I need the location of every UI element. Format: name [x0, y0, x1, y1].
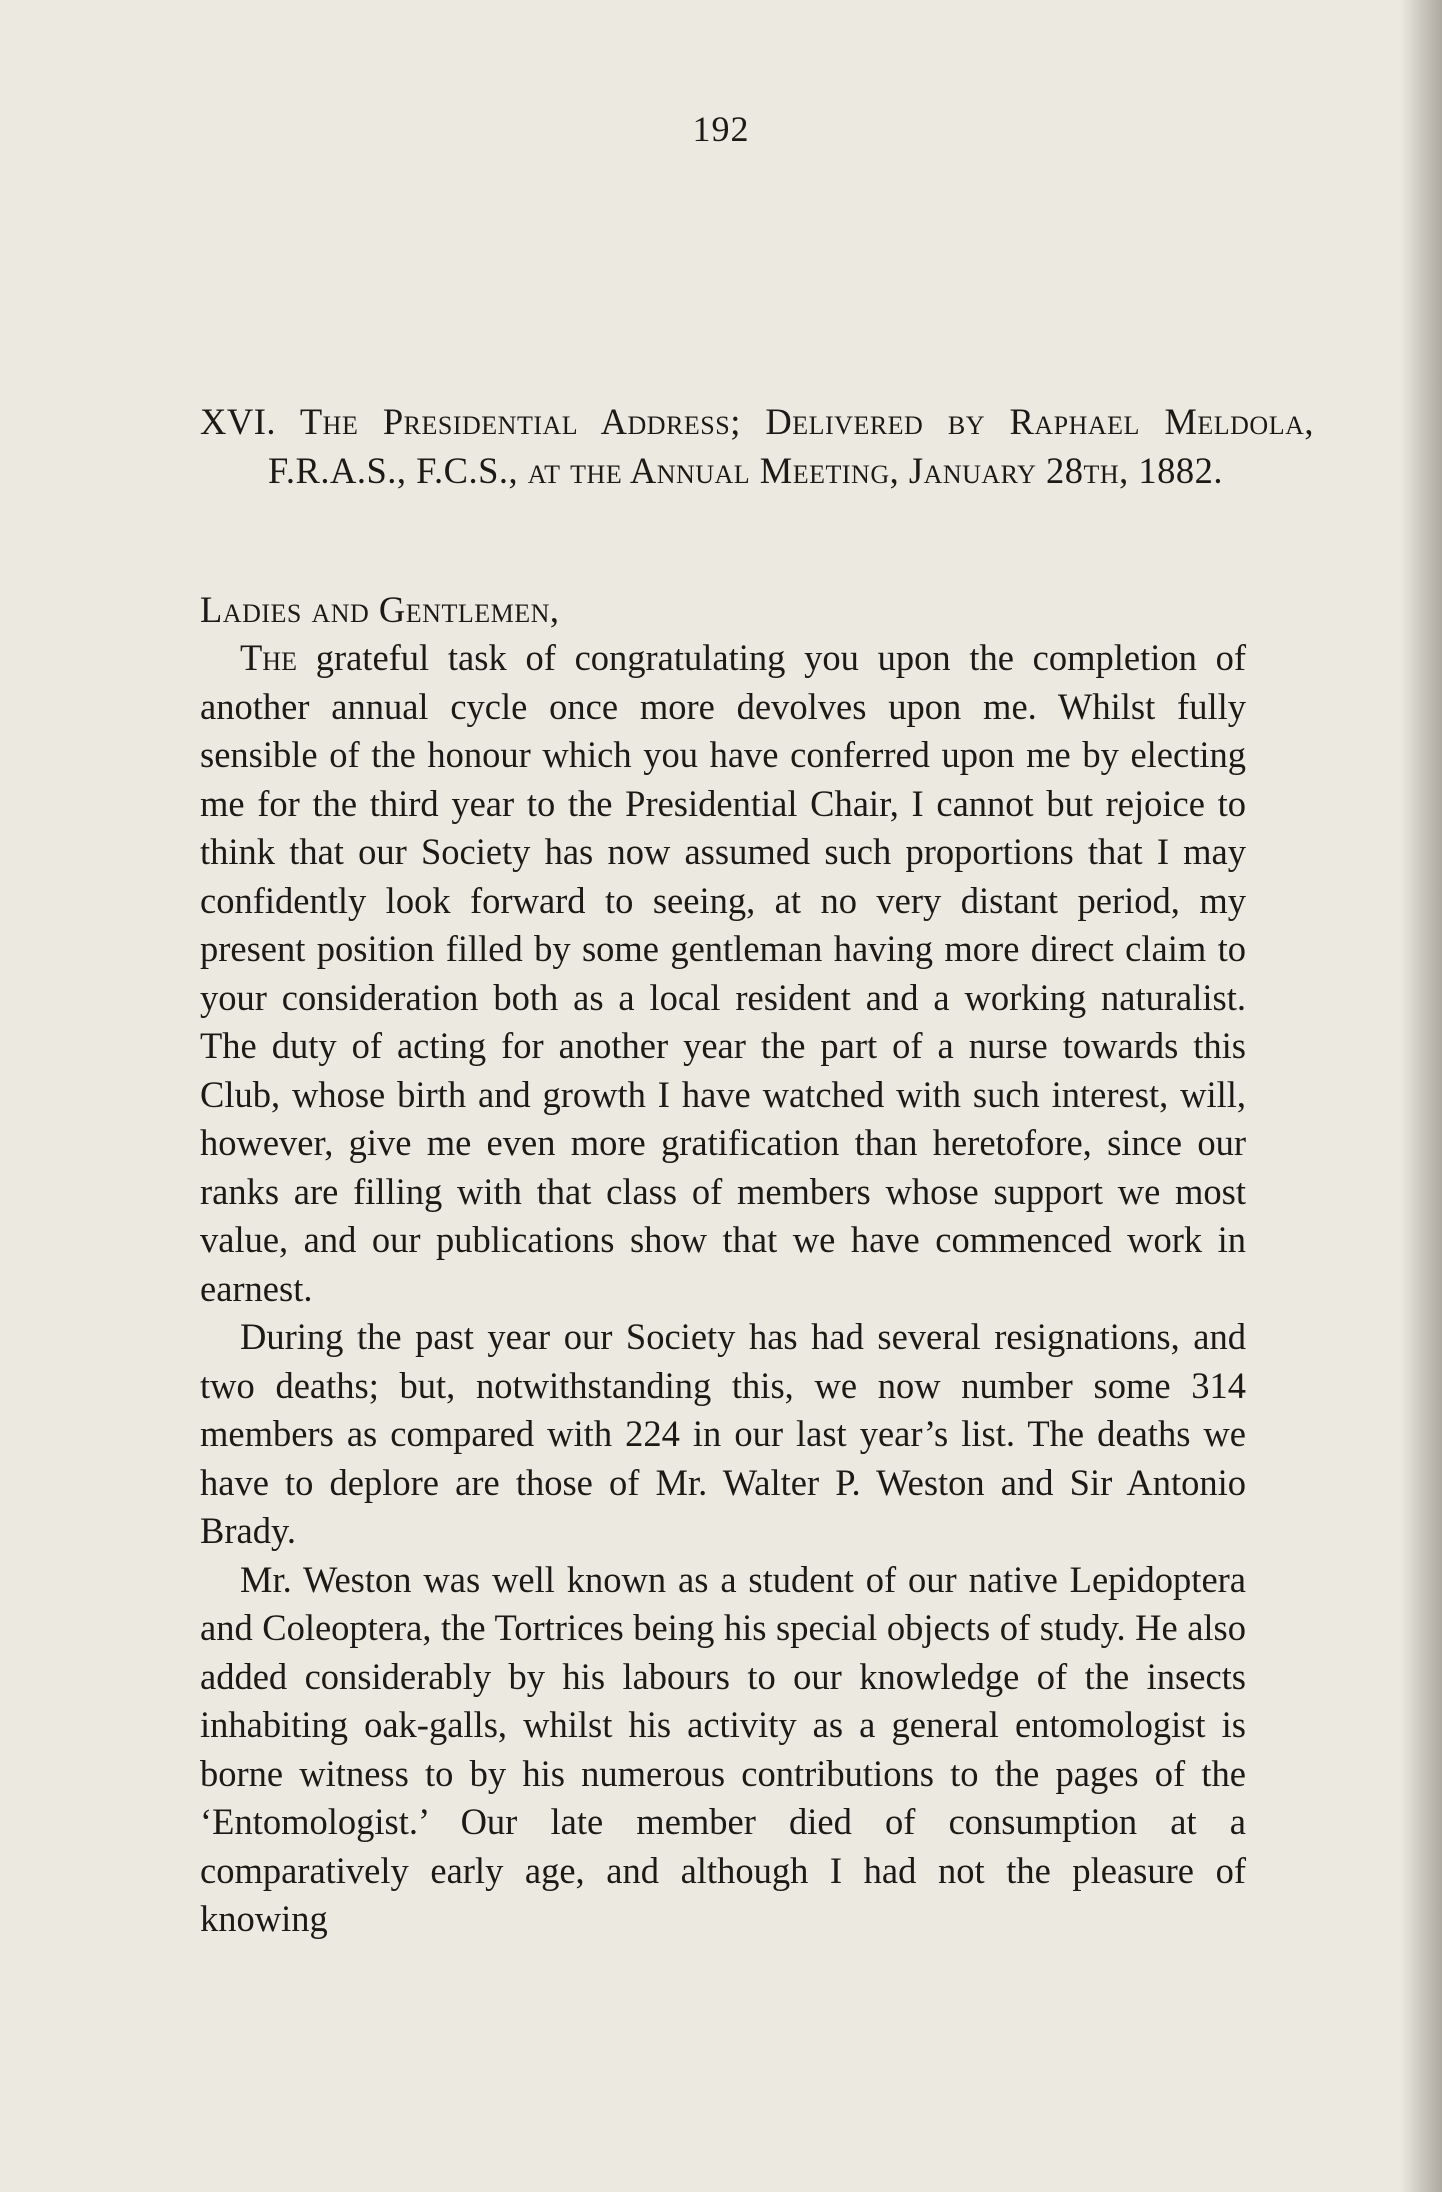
paragraph-text: grateful task of congratulating you upon the completion of another annual cycle once more devolves upon me. Whilst fully sensible of the honour which you have conferred upon me by electing me for the third year to the Presidential Chair, I cannot but rejoice to think that our Society has now assumed such proportions that I may confidently look forward to seeing, at no very distant period, my present position filled by some gentleman having more direct claim to your consideration both as a local resident and a working naturalist. The duty of acting for another year the part of a nurse towards this Club, whose birth and growth I have watched with such interest, will, however, give me even more gratification than heretofore, since our ranks are filling with that class of members whose support we most value, and our publications show that we have commenced work in earnest.	[200, 637, 1246, 1309]
section-heading	[200, 398, 1314, 495]
section-number: XVI.	[200, 401, 276, 442]
paragraph-text: During the past year our Society has had several resignations, and two deaths; but, notwithstanding this, we now number some 314 members as compared with 224 in our last year’s list. The deaths we have to deplore are those of Mr. Walter P. Weston and Sir Antonio Brady.	[200, 1316, 1246, 1551]
page-number: 192	[692, 109, 750, 149]
paragraph-text: Mr. Weston was well known as a student of our native Lepidoptera and Coleoptera, the Tortrices being his special objects of study. He also added considerably by his labours to our knowledge of the insects inhabiting oak-galls, whilst his activity as a general entomologist is borne witness to by his numerous contributions to the pages of the ‘Entomologist.’ Our late member died of consumption at a comparatively early age, and although I had not the pleasure of knowing	[200, 1558, 1246, 1939]
salutation: Ladies and Gentlemen,	[200, 589, 560, 630]
paragraph-lead: The	[240, 637, 297, 678]
paragraph-1	[200, 634, 1246, 1313]
page-edge-shadow	[1400, 0, 1442, 2192]
paragraph-3	[200, 1556, 1246, 1944]
body-text	[200, 634, 1246, 1944]
section-title: The Presidential Address; Delivered by Raphael Meldola, F.R.A.S., F.C.S., at the Annual Meeting, January 28th, 1882.	[268, 401, 1314, 491]
paragraph-2	[200, 1313, 1246, 1556]
